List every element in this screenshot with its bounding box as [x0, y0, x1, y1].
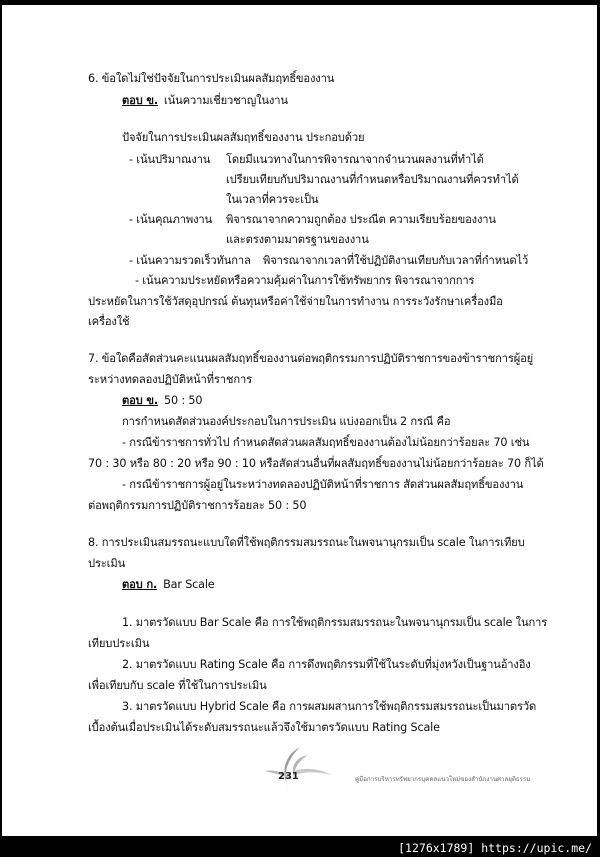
- case-1: - กรณีข้าราชการทั่วไป กำหนดสัดส่วนผลสัมฤทธิ์ของงานต้องไม่น้อยกว่าร้อยละ 70 เช่น: [122, 436, 530, 449]
- scale-item-3-cont: เบื้องต้นเมื่อประเมินได้ระดับสมรรถนะแล้วจึงใช้มาตรวัดแบบ Rating Scale: [88, 721, 440, 734]
- image-watermark: [1276x1789] https://upic.me/: [398, 841, 592, 855]
- factor-label: - เน้นความรวดเร็วทันกาล: [129, 254, 251, 267]
- factor-desc: พิจารณาจากความถูกต้อง ประณีต ความเรียบร้อยของงาน: [226, 213, 496, 226]
- scale-item-2: 2. มาตรวัดแบบ Rating Scale คือ การดึงพฤติกรรมที่ใช้ในระดับที่มุ่งหวังเป็นฐานอ้างอิง: [122, 658, 531, 671]
- factor-economy-cont: เครื่องใช้: [88, 315, 130, 328]
- question-7-cont: ระหว่างทดลองปฏิบัติหน้าที่ราชการ: [88, 373, 252, 386]
- question-6: 6. ข้อใดไม่ใช่ปัจจัยในการประเมินผลสัมฤทธิ์ของงาน: [88, 72, 335, 85]
- answer-label: ตอบ ก.: [122, 578, 158, 591]
- factor-desc: และตรงตามมาตรฐานของงาน: [226, 233, 369, 246]
- factor-desc: ในเวลาที่ควรจะเป็น: [226, 193, 319, 206]
- factors-intro: ปัจจัยในการประเมินผลสัมฤทธิ์ของงาน ประกอบด้วย: [122, 131, 365, 144]
- case-2: - กรณีข้าราชการผู้อยู่ในระหว่างทดลองปฏิบัติหน้าที่ราชการ สัดส่วนผลสัมฤทธิ์ของงาน: [122, 478, 524, 491]
- factor-desc: เปรียบเทียบกับปริมาณงานที่กำหนดหรือปริมาณงานที่ควรทำได้: [226, 173, 519, 186]
- answer-6: [122, 94, 288, 108]
- factor-desc: โดยมีแนวทางในการพิจารณาจากจำนวนผลงานที่ทำได้: [226, 153, 484, 166]
- document-page: [2, 5, 597, 836]
- factor-desc: พิจารณาจากเวลาที่ใช้ปฏิบัติงานเทียบกับเวลาที่กำหนดไว้: [263, 254, 529, 267]
- case-1-cont: 70 : 30 หรือ 80 : 20 หรือ 90 : 10 หรือสัดส่วนอื่นที่ผลสัมฤทธิ์ของงานไม่น้อยกว่าร้อยละ 70 ก็ได้: [88, 457, 544, 470]
- factor-economy: - เน้นความประหยัดหรือความคุ้มค่าในการใช้ทรัพยากร พิจารณาจากการ: [135, 274, 475, 287]
- question-7: 7. ข้อใดคือสัดส่วนคะแนนผลสัมฤทธิ์ของงานต่อพฤติกรรมการปฏิบัติราชการของข้าราชการผู้อยู่: [88, 352, 534, 365]
- question-8: 8. การประเมินสมรรถนะแบบใดที่ใช้พฤติกรรมสมรรถนะในพจนานุกรมเป็น scale ในการเทียบ: [88, 536, 525, 549]
- scale-item-2-cont: เพื่อเทียบกับ scale ที่ใช้ในการประเมิน: [88, 679, 267, 692]
- answer-label: ตอบ ข.: [122, 394, 158, 407]
- footer-title: คู่มือการบริหารทรัพยากรบุคคลแนวใหม่ของสำนักงานศาลยุติธรรม: [355, 776, 531, 783]
- page-number: 231: [278, 771, 299, 782]
- answer-label: ตอบ ข.: [122, 94, 158, 107]
- ratio-intro: การกำหนดสัดส่วนองค์ประกอบในการประเมิน แบ่งออกเป็น 2 กรณี คือ: [122, 415, 451, 428]
- scale-item-3: 3. มาตรวัดแบบ Hybrid Scale คือ การผสมผสานการใช้พฤติกรรมสมรรถนะเป็นมาตรวัด: [122, 700, 537, 713]
- answer-text: Bar Scale: [163, 578, 215, 591]
- question-8-cont: ประเมิน: [88, 557, 126, 570]
- answer-8: [122, 578, 215, 592]
- factor-label: - เน้นคุณภาพงาน: [129, 213, 213, 226]
- answer-text: เน้นความเชี่ยวชาญในงาน: [163, 94, 288, 107]
- scale-item-1-cont: เทียบประเมิน: [88, 637, 150, 650]
- scale-item-1: 1. มาตรวัดแบบ Bar Scale คือ การใช้พฤติกรรมสมรรถนะในพจนานุกรมเป็น scale ในการ: [122, 616, 548, 629]
- case-2-cont: ต่อพฤติกรรมการปฏิบัติราชการร้อยละ 50 : 50: [88, 499, 307, 512]
- swoosh-logo-icon: [264, 747, 334, 789]
- factor-label: - เน้นปริมาณงาน: [129, 153, 211, 166]
- factor-economy-cont: ประหยัดในการใช้วัสดุอุปกรณ์ ต้นทุนหรือค่าใช้จ่ายในการทำงาน การระวังรักษาเครื่องมือ: [88, 295, 503, 308]
- answer-7: [122, 394, 202, 408]
- answer-text: 50 : 50: [163, 394, 203, 407]
